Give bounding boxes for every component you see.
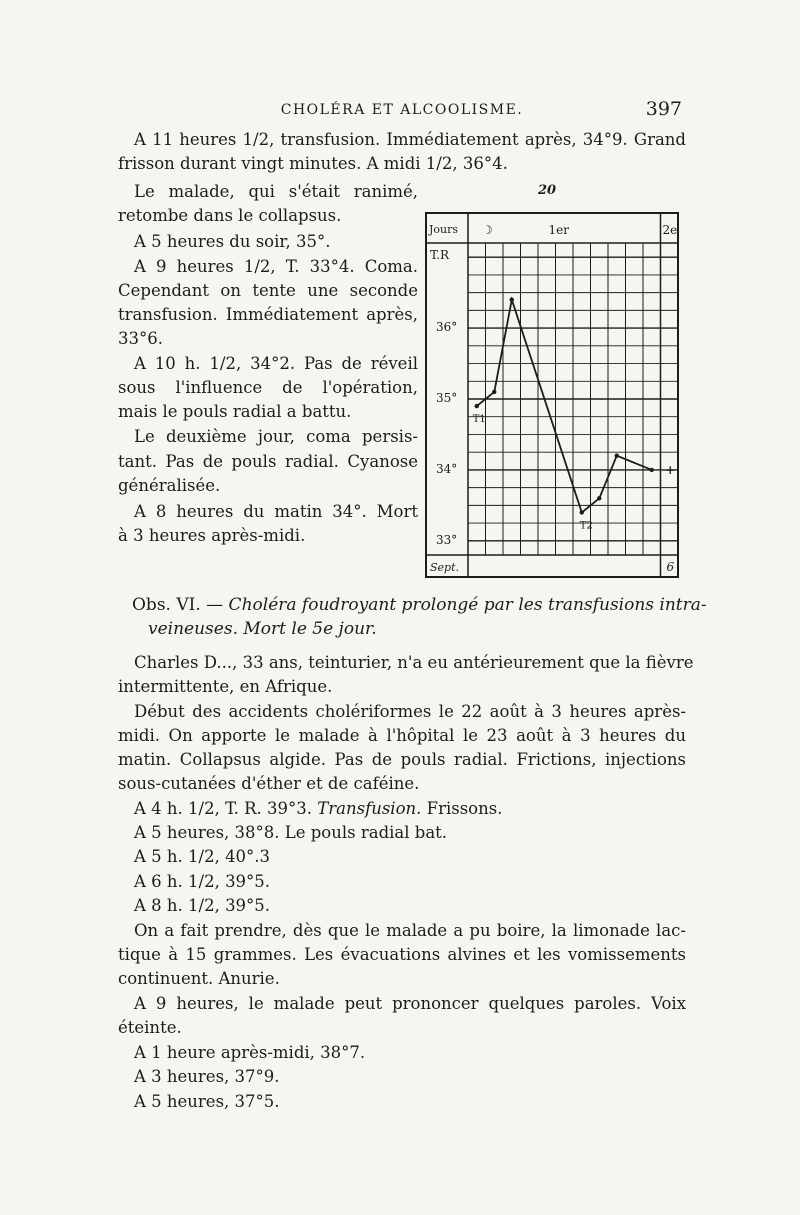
temperature-point xyxy=(492,390,496,394)
temperature-point xyxy=(597,496,601,500)
text-line: midi. On apporte le malade à l'hôpital le 23 août à 3 heures du xyxy=(118,726,686,745)
figure-number: 20 xyxy=(538,183,557,198)
text-line: A 5 heures, 38°8. Le pouls radial bat. xyxy=(134,823,448,842)
observation-title-line2: veineuses. Mort le 5e jour. xyxy=(148,619,377,639)
text-fragment: A 4 h. 1/2, T. R. 39°3. xyxy=(134,799,318,818)
text-line: 33°6. xyxy=(118,329,163,348)
temperature-chart xyxy=(424,205,682,581)
moon-symbol: ☽ xyxy=(482,223,493,237)
temperature-point xyxy=(580,510,584,514)
text-line: continuent. Anurie. xyxy=(118,969,280,988)
text-line: A 8 h. 1/2, 39°5. xyxy=(134,896,271,915)
text-line: à 3 heures après-midi. xyxy=(118,526,306,545)
y-tick-label: 35° xyxy=(436,391,458,405)
transfusion-marker: T2 xyxy=(579,520,593,532)
y-tick-label: 34° xyxy=(436,461,458,476)
temperature-point xyxy=(650,468,654,472)
temperature-point xyxy=(615,454,619,458)
text-line: Le malade, qui s'était ranimé, xyxy=(134,182,418,201)
page-number: 397 xyxy=(645,98,682,120)
text-line: éteinte. xyxy=(118,1018,182,1037)
text-line: Charles D..., 33 ans, teinturier, n'a eu antérieurement que la fièvre xyxy=(134,653,694,672)
page-header xyxy=(118,98,686,124)
text-line: A 5 heures du soir, 35°. xyxy=(134,232,331,251)
text-emphasis: Transfusion. xyxy=(317,799,422,818)
text-line: matin. Collapsus algide. Pas de pouls radial. Frictions, injections xyxy=(118,750,686,769)
temperature-point xyxy=(510,298,514,302)
observation-title xyxy=(132,593,707,617)
text-line: intermittente, en Afrique. xyxy=(118,677,333,696)
end-marker: + xyxy=(665,462,676,477)
text-line xyxy=(118,797,686,821)
observation-label: Obs. VI. xyxy=(132,595,201,615)
text-line: A 1 heure après-midi, 38°7. xyxy=(134,1043,366,1062)
text-line: A 9 heures 1/2, T. 33°4. Coma. xyxy=(134,257,418,276)
date-label: 6 xyxy=(666,560,675,574)
observation-title-line1: — Choléra foudroyant prolongé par les transfusions intra- xyxy=(206,595,707,615)
text-line: A 5 heures, 37°5. xyxy=(134,1092,280,1111)
text-line: sous l'influence de l'opération, xyxy=(118,378,418,397)
text-line: A 5 h. 1/2, 40°.3 xyxy=(134,847,271,866)
day-label: 1er xyxy=(548,223,569,237)
text-line: tique à 15 grammes. Les évacuations alvines et les vomissements xyxy=(118,945,686,964)
y-axis-label: T.R xyxy=(430,248,450,262)
text-line: mais le pouls radial a battu. xyxy=(118,402,352,421)
row-label-jours: Jours xyxy=(429,223,459,236)
chart-frame xyxy=(426,213,678,577)
text-line: A 11 heures 1/2, transfusion. Immédiatement après, 34°9. Grand xyxy=(134,130,686,149)
text-line: généralisée. xyxy=(118,476,221,495)
temperature-point xyxy=(475,404,479,408)
text-line: A 10 h. 1/2, 34°2. Pas de réveil xyxy=(134,354,418,373)
text-line: A 8 heures du matin 34°. Mort xyxy=(134,502,418,521)
text-line: Cependant on tente une seconde xyxy=(118,281,418,300)
text-line: On a fait prendre, dès que le malade a pu boire, la limonade lac- xyxy=(134,921,686,940)
text-line: sous-cutanées d'éther et de caféine. xyxy=(118,774,420,793)
day-label: 2e xyxy=(662,223,678,237)
x-axis-label: Sept. xyxy=(430,561,460,574)
y-tick-label: 36° xyxy=(436,320,458,335)
text-line: A 6 h. 1/2, 39°5. xyxy=(134,872,271,891)
text-line: Le deuxième jour, coma persis- xyxy=(134,427,418,446)
text-fragment: Frissons. xyxy=(421,799,503,818)
text-line: transfusion. Immédiatement après, xyxy=(118,305,418,324)
text-line: A 3 heures, 37°9. xyxy=(134,1067,280,1086)
text-line: retombe dans le collapsus. xyxy=(118,206,342,225)
text-line: Début des accidents cholériformes le 22 août à 3 heures après- xyxy=(134,702,686,721)
y-tick-label: 33° xyxy=(436,532,458,547)
text-line: tant. Pas de pouls radial. Cyanose xyxy=(118,452,418,471)
running-title: CHOLÉRA ET ALCOOLISME. xyxy=(280,102,524,118)
text-line: frisson durant vingt minutes. A midi 1/2, 36°4. xyxy=(118,154,508,173)
transfusion-marker: T1 xyxy=(472,414,486,426)
text-line: A 9 heures, le malade peut prononcer quelques paroles. Voix xyxy=(134,994,686,1013)
